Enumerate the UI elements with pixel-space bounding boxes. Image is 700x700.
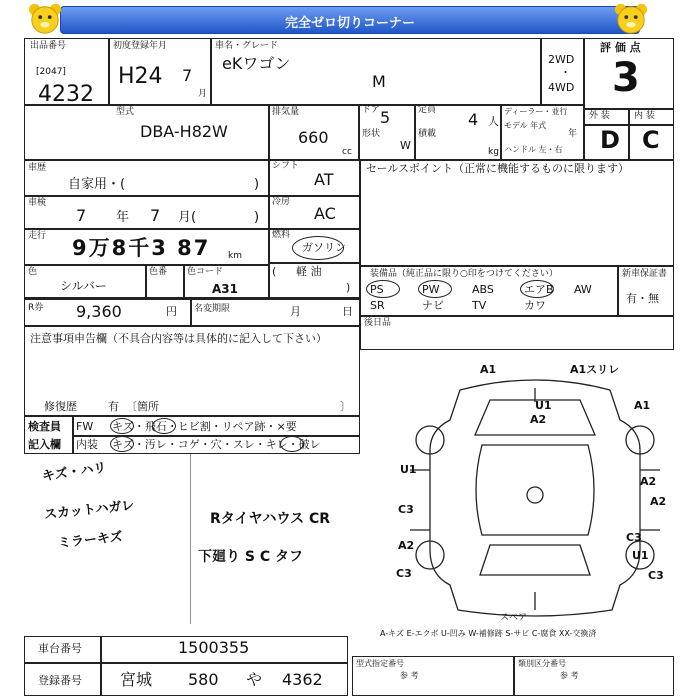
first-reg-label: 初度登録年月 (113, 41, 168, 51)
damage-mark: U1 (400, 463, 417, 476)
score-label: 評 価 点 (600, 41, 641, 54)
name-label: 車名・グレード (215, 41, 279, 51)
aircon: AC (314, 204, 336, 223)
shift-label: シフト (272, 161, 300, 171)
damage-mark: A1スリレ (570, 363, 620, 376)
reg-number: 4362 (282, 670, 323, 689)
displacement-label: 排気量 (272, 107, 300, 117)
interior-score: C (642, 126, 660, 154)
exterior-score: D (600, 126, 620, 154)
equipment-item: PS (370, 283, 384, 296)
color-value: シルバー (60, 279, 107, 293)
interior-head: 内装 (76, 438, 98, 451)
bear-mascot-icon (26, 2, 64, 36)
note-left-2: スカットハガレ (43, 498, 136, 523)
aircon-label: 冷房 (272, 197, 291, 207)
km-unit: km (228, 251, 242, 261)
damage-legend: A-キズ E-エクボ U-凹み W-補修跡 S-サビ C-腐食 XX-交換済 (380, 629, 597, 638)
fw-items: キズ・飛石・ヒビ割・リペア跡・×要 (112, 420, 297, 433)
dealer-label: ディーラー・並行 (504, 107, 568, 116)
recycle-label: R券 (28, 303, 44, 313)
damage-mark: A2 (640, 475, 657, 488)
damage-mark: C3 (648, 569, 664, 582)
exterior-label: 外 装 (589, 111, 610, 121)
damage-mark: A1 (634, 399, 651, 412)
notes-label: 注意事項申告欄（不具合内容等は具体的に記入して下さい） (30, 332, 327, 345)
handle-label: ハンドル 左・右 (504, 145, 563, 154)
history-value: 自家用・( (68, 177, 126, 192)
model-code: DBA-H82W (140, 122, 228, 141)
grade: M (372, 72, 386, 91)
car-name: eKワゴン (222, 54, 291, 73)
equipment-item: AW (574, 283, 592, 296)
equipment-item: ABS (472, 283, 494, 296)
displacement: 660 (298, 128, 329, 147)
color-code-label: 色コード (187, 267, 224, 277)
warranty: 有・無 (626, 292, 659, 305)
month-unit: 月 (198, 89, 208, 99)
color-code: A31 (212, 282, 238, 296)
lot-sub: [2047] (36, 67, 66, 77)
model-year-label: モデル 年式 (504, 121, 547, 130)
yen-unit: 円 (166, 305, 177, 318)
equipment-item: PW (422, 283, 440, 296)
name-change-label: 名変期限 (194, 304, 231, 314)
inspection-month: 7 (150, 206, 161, 225)
history-label: 車歴 (28, 163, 47, 173)
note-mid-1: Rタイヤハウス CR (210, 511, 331, 527)
note-left-1: キズ・ハリ (41, 460, 108, 485)
lot-label: 出品番号 (30, 41, 67, 51)
form-spec-label: 型式指定番号 (356, 659, 404, 668)
reg-area: 宮城 (120, 670, 153, 689)
door-label: ドア (362, 105, 380, 115)
inspector-label-1: 検査員 (28, 420, 61, 433)
repair-has: 有 (108, 400, 119, 413)
body-shape: W (400, 139, 411, 152)
equipment-circle (418, 280, 452, 298)
capacity-unit: 人 (488, 115, 499, 128)
equipment-label: 装備品（純正品に限り○印をつけてください） (370, 269, 558, 279)
form-class-label: 類別区分番号 (518, 659, 566, 668)
shape-label: 形状 (362, 129, 381, 139)
bear-mascot-icon (612, 2, 650, 36)
equipment-item: エアB (524, 283, 554, 296)
year-unit: 年 (568, 129, 578, 139)
damage-mark: A2 (398, 539, 415, 552)
recycle-amount: 9,360 (76, 302, 122, 321)
mark-circle (110, 436, 134, 452)
equipment-circle (366, 280, 400, 298)
recycle-row (24, 298, 360, 326)
repair-spots: 〔箇所 (126, 400, 159, 413)
registration-label: 登録番号 (38, 674, 82, 687)
era-year: H24 (118, 64, 163, 89)
damage-mark: C3 (626, 531, 642, 544)
mileage: 9万8千3 87 (72, 236, 211, 260)
damage-mark: A2 (530, 413, 547, 426)
rear-items-block (360, 316, 674, 350)
mark-circle (110, 418, 134, 434)
fuel-label: 燃料 (272, 230, 291, 240)
equipment-item: ナビ (422, 299, 444, 312)
equipment-circle (520, 280, 554, 298)
sales-point-label: セールスポイント（正常に機能するものに限ります） (366, 162, 630, 175)
damage-mark: U1 (535, 399, 552, 412)
mark-circle (280, 436, 304, 452)
equipment-item: TV (472, 299, 487, 312)
reg-kana: や (246, 670, 263, 689)
damage-mark: U1 (632, 549, 649, 562)
reg-class: 580 (188, 670, 219, 689)
mileage-label: 走行 (28, 231, 47, 241)
kg-unit: kg (488, 147, 499, 157)
note-left-3: ミラーキズ (57, 529, 124, 552)
fuel-diesel: 軽 油 (296, 265, 322, 278)
drive-4wd: 4WD (548, 81, 575, 94)
color-no-label: 色番 (149, 267, 168, 277)
drive-2wd: 2WD (548, 53, 575, 66)
note-mid-2: 下廻り S C タフ (198, 549, 303, 565)
model-label: 型式 (116, 107, 135, 117)
equipment-item: SR (370, 299, 385, 312)
interior-items: キズ・汚レ・コゲ・穴・スレ・キレ・破レ (112, 438, 321, 451)
capacity-label: 定員 (418, 105, 437, 115)
interior-label: 内 装 (634, 111, 655, 121)
inspection-year: 7 (76, 206, 87, 225)
lot-number: 4232 (38, 82, 94, 107)
mark-circle (152, 418, 176, 434)
fuel-gasoline-circle (292, 236, 344, 260)
title-banner (60, 6, 640, 34)
reg-month: 7 (182, 66, 193, 85)
inspection-label: 車検 (28, 198, 47, 208)
damage-mark: C3 (398, 503, 414, 516)
cc-unit: cc (342, 147, 352, 157)
door-count: 5 (380, 108, 391, 127)
warranty-label: 新車保証書 (622, 269, 668, 279)
chassis-label: 車台番号 (38, 642, 82, 655)
load-label: 積載 (418, 129, 437, 139)
banner-title: 完全ゼロ切りコーナー (284, 16, 415, 31)
header-block (24, 38, 674, 160)
fw-head: FW (76, 420, 94, 433)
equipment-item: カワ (524, 299, 546, 312)
inspector-label-2: 記入欄 (28, 438, 61, 451)
spare-label: スペア (500, 613, 528, 623)
shift: AT (314, 170, 334, 189)
rear-items-label: 後日品 (364, 318, 392, 328)
fuel-gasoline: ガソリン (302, 241, 346, 254)
chassis-number: 1500355 (178, 638, 250, 657)
color-label: 色 (28, 267, 38, 277)
damage-mark: A2 (650, 495, 667, 508)
damage-mark: C3 (396, 567, 412, 580)
overall-score: 3 (612, 55, 640, 101)
damage-mark: A1 (480, 363, 497, 376)
sales-point-block (360, 160, 674, 266)
repair-history-label: 修復歴 (44, 400, 77, 413)
capacity: 4 (468, 110, 479, 129)
